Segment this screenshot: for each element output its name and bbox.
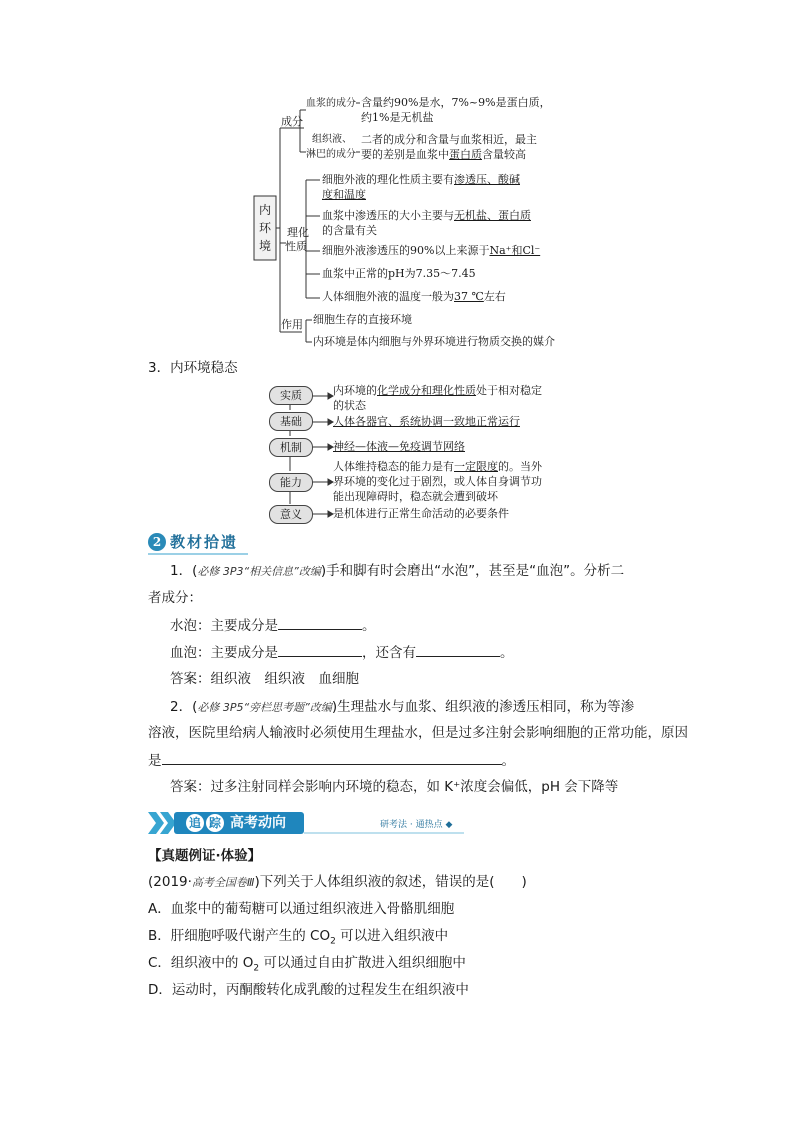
- physchem-item-4: 血浆中正常的pH为7.35～7.45: [322, 267, 476, 280]
- q1-blood-blister-line: 血泡：主要成分是 ，还含有 。: [170, 645, 514, 661]
- function-label: 作用: [281, 318, 303, 331]
- plasma-text-1: 含量约90%是水，7%~9%是蛋白质，: [361, 96, 551, 109]
- physchem-item-5: 人体细胞外液的温度一般为37 ℃左右: [322, 290, 506, 303]
- pill-basis: 基础: [269, 412, 313, 431]
- answer-blank: [278, 616, 362, 630]
- section-banner: [148, 812, 466, 834]
- pill-significance: 意义: [269, 505, 313, 524]
- capacity-text-1: 人体维持稳态的能力是有一定限度的。当外: [333, 460, 542, 473]
- essence-text-1: 内环境的化学成分和理化性质处于相对稳定: [333, 384, 542, 397]
- pill-capacity: 能力: [269, 473, 313, 492]
- option-a: A．血浆中的葡萄糖可以通过组织液进入骨骼肌细胞: [148, 901, 455, 917]
- subheading-exam: 【真题例证·体验】: [148, 848, 262, 864]
- section-title-textbook: 教材拾遗: [170, 533, 239, 551]
- capacity-text-2: 界环境的变化过于剧烈，或人体自身调节功: [333, 475, 542, 488]
- heading-homeostasis: 3．内环境稳态: [148, 360, 238, 376]
- tissue-label-1: 组织液、: [312, 134, 352, 145]
- exam-question: (2019·高考全国卷Ⅲ)下列关于人体组织液的叙述，错误的是( ): [148, 874, 527, 890]
- tissue-text-1: 二者的成分和含量与血浆相近，最主: [361, 133, 537, 146]
- q2-line-3: 是 。: [148, 753, 515, 769]
- banner-icon-2: 踪: [206, 814, 224, 832]
- physchem-label-2: 性质: [285, 240, 307, 253]
- q2-line-2: 溶液，医院里给病人输液时必须使用生理盐水，但是过多注射会影响细胞的正常功能，原因: [148, 725, 688, 741]
- plasma-text-2: 约1%是无机盐: [361, 111, 434, 124]
- physchem-label-1: 理化: [287, 226, 309, 239]
- section-badge-icon: 2: [148, 533, 166, 551]
- tissue-text-2: 要的差别是血浆中蛋白质含量较高: [361, 148, 526, 161]
- banner-title: 高考动向: [230, 815, 286, 831]
- q1-line-1: 1．(必修 3P3“相关信息”改编)手和脚有时会磨出“水泡”，甚至是“血泡”。分析二: [170, 563, 625, 579]
- answer-blank: [416, 643, 500, 657]
- banner-right-text: 研考法 · 通热点 ◆: [380, 820, 453, 830]
- physchem-item-3: 细胞外液渗透压的90%以上来源于Na⁺和Cl⁻: [322, 244, 541, 257]
- section-underline: [148, 553, 248, 555]
- essence-text-2: 的状态: [333, 399, 366, 412]
- pill-mechanism: 机制: [269, 438, 313, 457]
- q1-line-2: 者成分：: [148, 590, 202, 606]
- answer-blank: [162, 751, 502, 765]
- q1-blister-line: 水泡：主要成分是 。: [170, 618, 376, 634]
- plasma-label: 血浆的成分: [306, 98, 356, 109]
- option-b: B．肝细胞呼吸代谢产生的 $CO_2$ 可以进入组织液中: [148, 928, 449, 947]
- banner-icon-1: 追: [186, 814, 204, 832]
- answer-blank: [278, 643, 362, 657]
- option-c: C．组织液中的 $O_2$ 可以通过自由扩散进入组织细胞中: [148, 955, 466, 974]
- root-label: 内环境: [259, 203, 272, 253]
- option-d: D．运动时，丙酮酸转化成乳酸的过程发生在组织液中: [148, 982, 469, 998]
- q1-answer: 答案：组织液 组织液 血细胞: [170, 671, 359, 687]
- physchem-item-2-cont: 的含量有关: [322, 224, 377, 237]
- mechanism-text: 神经—体液—免疫调节网络: [333, 440, 465, 453]
- physchem-item-1: 细胞外液的理化性质主要有渗透压、酸碱: [322, 173, 520, 186]
- q2-line-1: 2．(必修 3P5“旁栏思考题”改编)生理盐水与血浆、组织液的渗透压相同，称为等渗: [170, 699, 635, 715]
- basis-text: 人体各器官、系统协调一致地正常运行: [333, 415, 520, 428]
- physchem-item-1-cont: 度和温度: [322, 188, 366, 201]
- function-item-1: 细胞生存的直接环境: [313, 313, 412, 326]
- capacity-text-3: 能出现障碍时，稳态就会遭到破坏: [333, 490, 498, 503]
- composition-label: 成分: [281, 115, 303, 128]
- tissue-label-2: 淋巴的成分: [306, 149, 356, 160]
- physchem-item-2: 血浆中渗透压的大小主要与无机盐、蛋白质: [322, 209, 531, 222]
- function-item-2: 内环境是体内细胞与外界环境进行物质交换的媒介: [313, 335, 555, 348]
- pill-essence: 实质: [269, 386, 313, 405]
- significance-text: 是机体进行正常生命活动的必要条件: [333, 507, 509, 520]
- q2-answer: 答案：过多注射同样会影响内环境的稳态，如 K⁺浓度会偏低，pH 会下降等: [170, 779, 619, 795]
- root-box: [254, 201, 276, 255]
